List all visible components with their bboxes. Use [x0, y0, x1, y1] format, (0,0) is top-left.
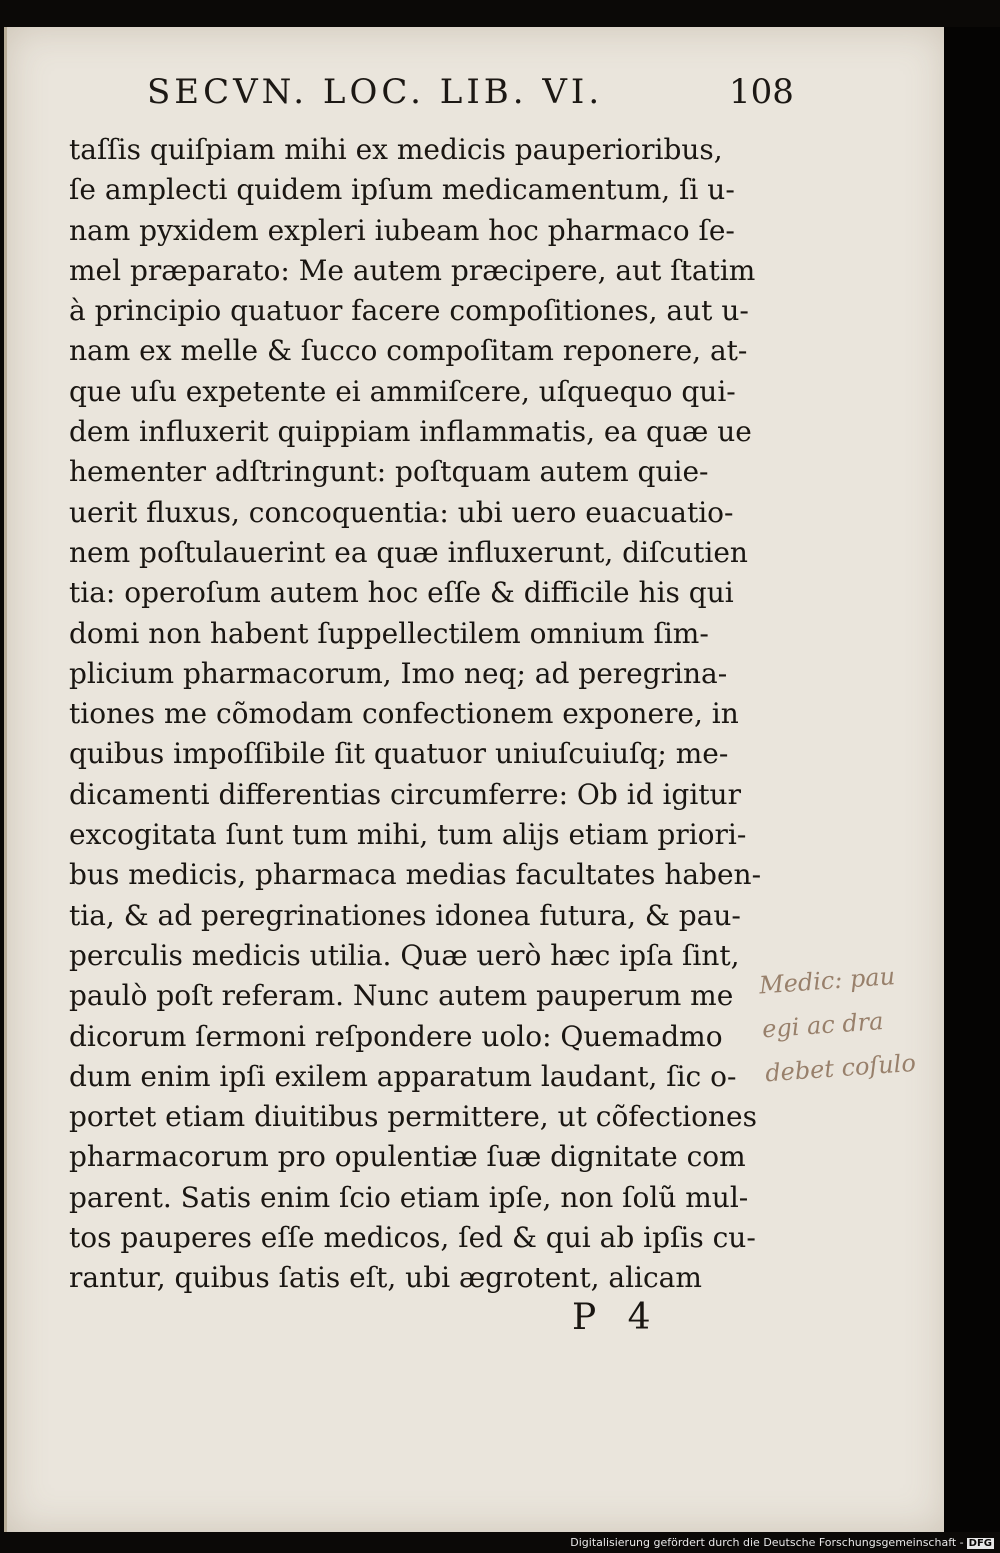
text-line: nem poſtulauerint ea quæ influxerunt, diſcutien — [69, 535, 748, 569]
text-line: taſſis quiſpiam mihi ex medicis pauperioribus, — [69, 133, 723, 166]
digitization-footer — [570, 1536, 994, 1549]
text-line: pharmacorum pro opulentiæ ſuæ dignitate com — [69, 1140, 746, 1174]
marginalia-line: egi ac dra — [761, 1007, 885, 1044]
text-line: ſe amplecti quidem ipſum medicamentum, ſi u- — [69, 173, 735, 207]
page-edge — [944, 27, 1000, 1532]
text-line: à principio quatuor facere compoſitiones, aut u- — [69, 294, 749, 328]
dfg-logo: DFG — [968, 1538, 992, 1549]
marginalia-line: Medic: pau — [758, 962, 896, 1000]
text-line: parent. Satis enim ſcio etiam ipſe, non ſolũ mul- — [69, 1180, 749, 1214]
text-line: nam pyxidem expleri iubeam hoc pharmaco ſe- — [69, 213, 735, 247]
text-line: rantur, quibus ſatis eſt, ubi ægrotent, alicam — [69, 1261, 702, 1295]
body-text — [69, 130, 769, 1299]
text-line: dicorum ſermoni reſpondere uolo: Quemadmo — [69, 1019, 723, 1053]
text-line: quibus impoſſibile ſit quatuor uniuſcuiuſq; me- — [69, 737, 729, 771]
text-line: dicamenti differentias circumferre: Ob id igitur — [69, 777, 741, 811]
text-line: paulò poſt referam. Nunc autem pauperum me — [69, 979, 734, 1013]
text-line: tiones me cõmodam confectionem exponere, in — [69, 697, 739, 731]
signature-mark: P 4 — [572, 1297, 651, 1338]
text-line: perculis medicis utilia. Quæ uerò hæc ipſa ſint, — [69, 938, 740, 972]
footer-text: Digitalisierung gefördert durch die Deutsche Forschungsgemeinschaft - — [570, 1536, 964, 1549]
marginalia-line: debet coſulo — [764, 1048, 917, 1088]
handwritten-marginalia — [758, 951, 947, 1096]
text-line: uerit fluxus, concoquentia: ubi uero euacuatio- — [69, 495, 734, 529]
text-line: mel præparato: Me autem præcipere, aut ſtatim — [69, 253, 756, 287]
text-line: tia, & ad peregrinationes idonea futura, & pau- — [69, 898, 741, 932]
text-line: que uſu expetente ei ammiſcere, uſquequo qui- — [69, 374, 736, 408]
page-number: 108 — [729, 72, 794, 112]
text-line: domi non habent ſuppellectilem omnium ſim- — [69, 616, 709, 650]
text-line: bus medicis, pharmaca medias facultates haben- — [69, 858, 762, 892]
text-line: tia: operoſum autem hoc eſſe & difficile his qui — [69, 576, 734, 610]
text-line: portet etiam diuitibus permittere, ut cõfectiones — [69, 1100, 757, 1134]
text-line: excogitata ſunt tum mihi, tum alijs etiam priori- — [69, 818, 747, 852]
book-page — [4, 27, 947, 1532]
running-head: SECVN. LOC. LIB. VI. — [147, 72, 604, 112]
text-line: dum enim ipſi exilem apparatum laudant, ſic o- — [69, 1059, 737, 1093]
text-line: hementer adſtringunt: poſtquam autem quie- — [69, 455, 709, 489]
text-line: dem influxerit quippiam inflammatis, ea quæ ue — [69, 415, 752, 449]
text-line: tos pauperes eſſe medicos, ſed & qui ab ipſis cu- — [69, 1221, 756, 1255]
text-line: nam ex melle & ſucco compoſitam reponere, at- — [69, 334, 748, 368]
text-line: plicium pharmacorum, Imo neq; ad peregrina- — [69, 656, 728, 690]
